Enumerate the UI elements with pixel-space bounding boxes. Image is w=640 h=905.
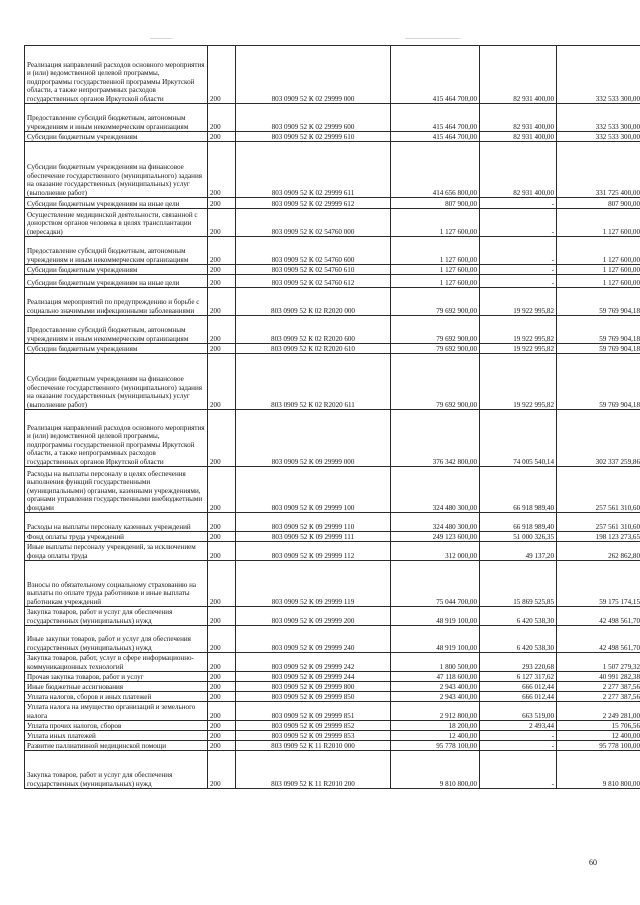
- cell-code: 803 0909 52 К 11 R2010 000: [236, 741, 391, 751]
- cell-exec: -: [480, 265, 557, 275]
- cell-code: 803 0909 52 К 02 54760 610: [236, 265, 391, 275]
- cell-rest: 95 778 100,00: [557, 741, 640, 751]
- cell-code: 803 0909 52 К 02 R2020 611: [236, 354, 391, 410]
- cell-exec: 19 922 995,82: [480, 344, 557, 354]
- cell-rest: 332 533 300,00: [557, 46, 640, 104]
- cell-rest: 15 706,56: [557, 721, 640, 731]
- cell-code: 803 0909 52 К 11 R2010 200: [236, 751, 391, 789]
- cell-plan: 415 464 700,00: [391, 46, 480, 104]
- cell-adm: 200: [208, 513, 236, 532]
- cell-exec: 663 519,00: [480, 702, 557, 721]
- cell-plan: 9 810 800,00: [391, 751, 480, 789]
- cell-rest: 332 533 300,00: [557, 104, 640, 132]
- cell-plan: 414 656 800,00: [391, 142, 480, 198]
- cell-exec: 19 922 995,82: [480, 354, 557, 410]
- table-row: [25, 237, 640, 265]
- cell-exec: -: [480, 209, 557, 237]
- cell-name: Субсидии бюджетным учреждениям: [25, 344, 208, 354]
- table-row: [25, 626, 640, 653]
- cell-rest: 1 127 600,00: [557, 209, 640, 237]
- cell-rest: 2 277 387,56: [557, 682, 640, 692]
- table-row: [25, 288, 640, 316]
- scan-artifact: [405, 38, 460, 39]
- table-row: [25, 653, 640, 672]
- cell-name: Субсидии бюджетным учреждениям на финансовое обеспечение государственного (муниципального) задания на оказание государственных (муниципальных) услуг (выполнение работ): [25, 142, 208, 198]
- cell-exec: 6 420 538,30: [480, 626, 557, 653]
- cell-plan: 48 919 100,00: [391, 626, 480, 653]
- cell-code: 803 0909 52 К 09 29999 100: [236, 467, 391, 513]
- cell-exec: 19 922 995,82: [480, 288, 557, 316]
- cell-plan: 249 123 600,00: [391, 532, 480, 542]
- table-row: [25, 542, 640, 561]
- table-row: [25, 275, 640, 288]
- cell-name: Прочая закупка товаров, работ и услуг: [25, 672, 208, 682]
- cell-plan: 75 044 700,00: [391, 561, 480, 607]
- cell-code: 803 0909 52 К 09 29999 242: [236, 653, 391, 672]
- cell-rest: 9 810 800,00: [557, 751, 640, 789]
- cell-exec: 6 420 538,30: [480, 607, 557, 626]
- table-row: [25, 410, 640, 467]
- cell-exec: -: [480, 741, 557, 751]
- cell-code: 803 0909 52 К 02 54760 612: [236, 275, 391, 288]
- cell-adm: 200: [208, 532, 236, 542]
- cell-adm: 200: [208, 672, 236, 682]
- cell-name: Взносы по обязательному социальному страхованию на выплаты по оплате труда работников и иные выплаты работникам учреждений: [25, 561, 208, 607]
- cell-code: 803 0909 52 К 02 54760 000: [236, 209, 391, 237]
- cell-adm: 200: [208, 702, 236, 721]
- cell-name: Уплата налогов, сборов и иных платежей: [25, 692, 208, 702]
- cell-name: Иные выплаты персоналу учреждений, за исключением фонда оплаты труда: [25, 542, 208, 561]
- cell-code: 803 0909 52 К 09 29999 850: [236, 692, 391, 702]
- cell-exec: 51 000 326,35: [480, 532, 557, 542]
- cell-name: Реализация направлений расходов основного мероприятия и (или) ведомственной целевой программы, подпрограммы государственной программы Иркутской области, а также непрограммных расходов государственных органов Иркутской области: [25, 46, 208, 104]
- cell-code: 803 0909 52 К 09 29999 000: [236, 410, 391, 467]
- budget-execution-table: [24, 45, 640, 789]
- table-row: [25, 721, 640, 731]
- cell-adm: 200: [208, 275, 236, 288]
- cell-plan: 12 400,00: [391, 731, 480, 741]
- cell-name: Осуществление медицинской деятельности, связанной с донорством органов человека в целях трансплантации (пересадки): [25, 209, 208, 237]
- cell-adm: 200: [208, 46, 236, 104]
- cell-plan: 1 127 600,00: [391, 209, 480, 237]
- cell-rest: 331 725 400,00: [557, 142, 640, 198]
- cell-code: 803 0909 52 К 02 29999 600: [236, 104, 391, 132]
- cell-code: 803 0909 52 К 02 R2020 610: [236, 344, 391, 354]
- cell-adm: 200: [208, 653, 236, 672]
- cell-name: Уплата иных платежей: [25, 731, 208, 741]
- table-row: [25, 513, 640, 532]
- cell-rest: 1 507 279,32: [557, 653, 640, 672]
- cell-plan: 1 127 600,00: [391, 275, 480, 288]
- table-row: [25, 142, 640, 198]
- table-row: [25, 741, 640, 751]
- cell-rest: 302 337 259,86: [557, 410, 640, 467]
- cell-adm: 200: [208, 237, 236, 265]
- cell-plan: 415 464 700,00: [391, 104, 480, 132]
- cell-rest: 198 123 273,65: [557, 532, 640, 542]
- cell-code: 803 0909 52 К 09 29999 240: [236, 626, 391, 653]
- cell-plan: 79 692 900,00: [391, 288, 480, 316]
- cell-exec: -: [480, 198, 557, 209]
- cell-exec: 82 931 400,00: [480, 132, 557, 142]
- cell-exec: 2 493,44: [480, 721, 557, 731]
- cell-rest: 1 127 600,00: [557, 275, 640, 288]
- cell-name: Закупка товаров, работ и услуг для обеспечения государственных (муниципальных) нужд: [25, 751, 208, 789]
- cell-exec: 66 918 989,40: [480, 513, 557, 532]
- cell-name: Иные закупки товаров, работ и услуг для обеспечения государственных (муниципальных) нужд: [25, 626, 208, 653]
- cell-code: 803 0909 52 К 02 R2020 600: [236, 316, 391, 344]
- cell-rest: 59 175 174,15: [557, 561, 640, 607]
- cell-rest: 59 769 904,18: [557, 288, 640, 316]
- cell-rest: 257 561 310,60: [557, 513, 640, 532]
- table-row: [25, 731, 640, 741]
- cell-adm: 200: [208, 607, 236, 626]
- cell-adm: 200: [208, 132, 236, 142]
- cell-adm: 200: [208, 209, 236, 237]
- cell-name: Реализация направлений расходов основного мероприятия и (или) ведомственной целевой программы, подпрограммы государственной программы Иркутской области, а также непрограммных расходов государственных органов Иркутской области: [25, 410, 208, 467]
- scan-artifact: [150, 38, 172, 39]
- cell-name: Субсидии бюджетным учреждениям на финансовое обеспечение государственного (муниципального) задания на оказание государственных (муниципальных) услуг (выполнение работ): [25, 354, 208, 410]
- page-number: 60: [589, 858, 597, 867]
- cell-rest: 262 862,80: [557, 542, 640, 561]
- cell-plan: 79 692 900,00: [391, 354, 480, 410]
- cell-exec: 19 922 995,82: [480, 316, 557, 344]
- cell-name: Развитие паллиативной медицинской помощи: [25, 741, 208, 751]
- table-row: [25, 682, 640, 692]
- cell-code: 803 0909 52 К 02 29999 610: [236, 132, 391, 142]
- cell-plan: 807 900,00: [391, 198, 480, 209]
- cell-code: 803 0909 52 К 02 54760 600: [236, 237, 391, 265]
- cell-adm: 200: [208, 692, 236, 702]
- cell-code: 803 0909 52 К 02 29999 611: [236, 142, 391, 198]
- cell-plan: 376 342 800,00: [391, 410, 480, 467]
- table-row: [25, 607, 640, 626]
- cell-adm: 200: [208, 467, 236, 513]
- cell-code: 803 0909 52 К 02 29999 000: [236, 46, 391, 104]
- cell-adm: 200: [208, 741, 236, 751]
- table-row: [25, 265, 640, 275]
- cell-exec: -: [480, 751, 557, 789]
- table-row: [25, 672, 640, 682]
- cell-plan: 415 464 700,00: [391, 132, 480, 142]
- cell-plan: 1 800 500,00: [391, 653, 480, 672]
- cell-adm: 200: [208, 561, 236, 607]
- cell-name: Реализация мероприятий по предупреждению и борьбе с социально значимыми инфекционными заболеваниями: [25, 288, 208, 316]
- cell-plan: 312 000,00: [391, 542, 480, 561]
- table-row: [25, 532, 640, 542]
- cell-code: 803 0909 52 К 02 29999 612: [236, 198, 391, 209]
- cell-adm: 200: [208, 142, 236, 198]
- table-row: [25, 467, 640, 513]
- cell-name: Иные бюджетные ассигнования: [25, 682, 208, 692]
- cell-plan: 1 127 600,00: [391, 237, 480, 265]
- table-row: [25, 561, 640, 607]
- cell-plan: 324 480 300,00: [391, 513, 480, 532]
- cell-adm: 200: [208, 721, 236, 731]
- cell-adm: 200: [208, 731, 236, 741]
- cell-rest: 1 127 600,00: [557, 265, 640, 275]
- cell-rest: 59 769 904,18: [557, 344, 640, 354]
- table-row: [25, 702, 640, 721]
- cell-adm: 200: [208, 410, 236, 467]
- cell-adm: 200: [208, 288, 236, 316]
- table-row: [25, 46, 640, 104]
- cell-rest: 2 249 281,00: [557, 702, 640, 721]
- table-row: [25, 692, 640, 702]
- cell-adm: 200: [208, 682, 236, 692]
- cell-plan: 1 127 600,00: [391, 265, 480, 275]
- cell-exec: 49 137,20: [480, 542, 557, 561]
- cell-rest: 257 561 310,60: [557, 467, 640, 513]
- cell-name: Субсидии бюджетным учреждениям: [25, 265, 208, 275]
- cell-exec: 82 931 400,00: [480, 104, 557, 132]
- cell-adm: 200: [208, 198, 236, 209]
- table-row: [25, 751, 640, 789]
- cell-plan: 95 778 100,00: [391, 741, 480, 751]
- table-row: [25, 198, 640, 209]
- cell-rest: 1 127 600,00: [557, 237, 640, 265]
- cell-code: 803 0909 52 К 09 29999 110: [236, 513, 391, 532]
- cell-exec: 82 931 400,00: [480, 142, 557, 198]
- cell-rest: 42 498 561,70: [557, 607, 640, 626]
- cell-adm: 200: [208, 354, 236, 410]
- cell-rest: 59 769 904,18: [557, 316, 640, 344]
- table-row: [25, 104, 640, 132]
- cell-rest: 42 498 561,70: [557, 626, 640, 653]
- cell-code: 803 0909 52 К 09 29999 800: [236, 682, 391, 692]
- cell-exec: 74 005 540,14: [480, 410, 557, 467]
- cell-code: 803 0909 52 К 09 29999 851: [236, 702, 391, 721]
- cell-plan: 79 692 900,00: [391, 344, 480, 354]
- cell-plan: 18 200,00: [391, 721, 480, 731]
- cell-code: 803 0909 52 К 09 29999 200: [236, 607, 391, 626]
- cell-code: 803 0909 52 К 09 29999 852: [236, 721, 391, 731]
- cell-rest: 2 277 387,56: [557, 692, 640, 702]
- cell-name: Расходы на выплаты персоналу в целях обеспечения выполнения функций государственными (муниципальными) органами, казенными учреждениями, органами управления государственными внебюджетными фондами: [25, 467, 208, 513]
- cell-adm: 200: [208, 316, 236, 344]
- cell-code: 803 0909 52 К 09 29999 111: [236, 532, 391, 542]
- cell-name: Уплата налога на имущество организаций и земельного налога: [25, 702, 208, 721]
- cell-name: Субсидии бюджетным учреждениям на иные цели: [25, 275, 208, 288]
- cell-adm: 200: [208, 104, 236, 132]
- cell-adm: 200: [208, 542, 236, 561]
- cell-name: Фонд оплаты труда учреждений: [25, 532, 208, 542]
- cell-exec: 66 918 989,40: [480, 467, 557, 513]
- cell-rest: 12 400,00: [557, 731, 640, 741]
- cell-plan: 48 919 100,00: [391, 607, 480, 626]
- cell-exec: 82 931 400,00: [480, 46, 557, 104]
- cell-exec: 15 869 525,85: [480, 561, 557, 607]
- cell-name: Уплата прочих налогов, сборов: [25, 721, 208, 731]
- cell-name: Расходы на выплаты персоналу казенных учреждений: [25, 513, 208, 532]
- table-row: [25, 209, 640, 237]
- cell-name: Закупка товаров, работ, услуг в сфере информационно-коммуникационных технологий: [25, 653, 208, 672]
- cell-name: Субсидии бюджетным учреждениям на иные цели: [25, 198, 208, 209]
- cell-rest: 40 991 282,38: [557, 672, 640, 682]
- cell-code: 803 0909 52 К 02 R2020 000: [236, 288, 391, 316]
- cell-plan: 2 912 800,00: [391, 702, 480, 721]
- cell-code: 803 0909 52 К 09 29999 112: [236, 542, 391, 561]
- table-row: [25, 316, 640, 344]
- cell-exec: -: [480, 275, 557, 288]
- cell-exec: 666 012,44: [480, 682, 557, 692]
- cell-rest: 332 533 300,00: [557, 132, 640, 142]
- cell-exec: -: [480, 237, 557, 265]
- cell-name: Предоставление субсидий бюджетным, автономным учреждениям и иным некоммерческим организациям: [25, 316, 208, 344]
- cell-plan: 2 943 400,00: [391, 692, 480, 702]
- cell-adm: 200: [208, 626, 236, 653]
- cell-adm: 200: [208, 265, 236, 275]
- table-row: [25, 344, 640, 354]
- cell-name: Предоставление субсидий бюджетным, автономным учреждениям и иным некоммерческим организациям: [25, 104, 208, 132]
- cell-name: Субсидии бюджетным учреждениям: [25, 132, 208, 142]
- table-row: [25, 354, 640, 410]
- table-body: [25, 46, 640, 789]
- cell-rest: 59 769 904,18: [557, 354, 640, 410]
- cell-plan: 2 943 400,00: [391, 682, 480, 692]
- cell-name: Предоставление субсидий бюджетным, автономным учреждениям и иным некоммерческим организациям: [25, 237, 208, 265]
- cell-plan: 47 118 600,00: [391, 672, 480, 682]
- cell-exec: -: [480, 731, 557, 741]
- cell-adm: 200: [208, 751, 236, 789]
- cell-plan: 79 692 900,00: [391, 316, 480, 344]
- cell-exec: 666 012,44: [480, 692, 557, 702]
- cell-plan: 324 480 300,00: [391, 467, 480, 513]
- cell-code: 803 0909 52 К 09 29999 853: [236, 731, 391, 741]
- cell-name: Закупка товаров, работ и услуг для обеспечения государственных (муниципальных) нужд: [25, 607, 208, 626]
- table-row: [25, 132, 640, 142]
- cell-exec: 6 127 317,62: [480, 672, 557, 682]
- cell-rest: 807 900,00: [557, 198, 640, 209]
- cell-code: 803 0909 52 К 09 29999 119: [236, 561, 391, 607]
- cell-exec: 293 220,68: [480, 653, 557, 672]
- cell-adm: 200: [208, 344, 236, 354]
- cell-code: 803 0909 52 К 09 29999 244: [236, 672, 391, 682]
